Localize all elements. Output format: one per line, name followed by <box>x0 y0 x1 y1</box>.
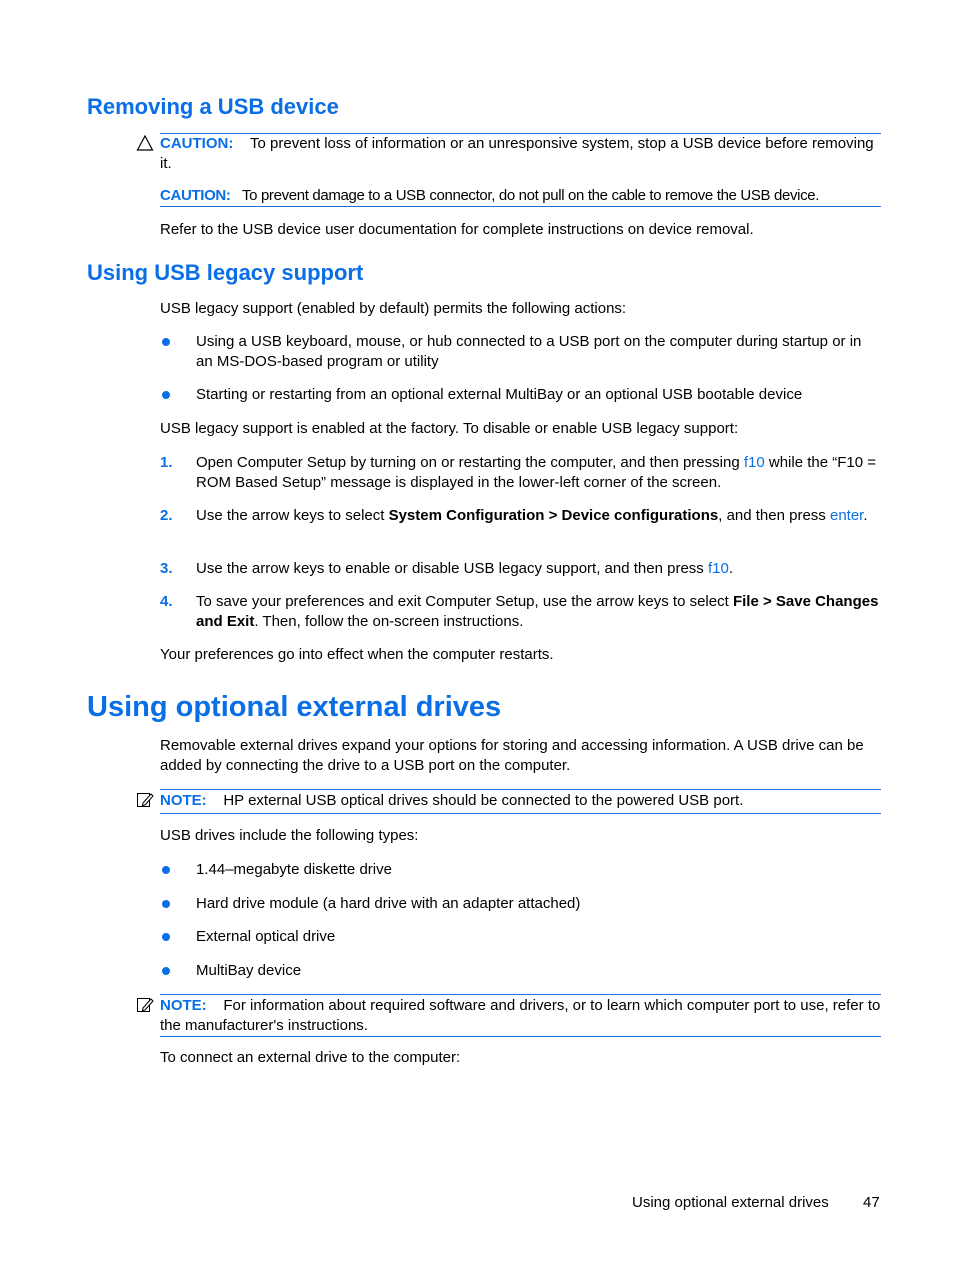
bullet-icon <box>162 933 170 941</box>
step-text-part: while the “F10 = ROM Based Setup” message is displayed in the lower-left corner of the screen. <box>196 454 876 491</box>
step-number: 1. <box>160 454 173 471</box>
menu-path: System Configuration > Device configurations <box>388 507 719 524</box>
caution-box-1 <box>160 133 881 173</box>
bullet-icon <box>162 967 170 975</box>
note-text: HP external USB optical drives should be connected to the powered USB port. <box>223 792 744 809</box>
step-text <box>196 592 882 631</box>
caution-label: CAUTION: <box>160 135 234 152</box>
step-number: 2. <box>160 507 173 524</box>
note-text: For information about required software and drivers, or to learn which computer port to use, refer to the manufacturer's instructions. <box>160 997 881 1034</box>
key-f10: f10 <box>707 560 729 577</box>
paragraph-external-intro: Removable external drives expand your options for storing and accessing information. A USB drive can be added by connecting the drive to a USB port on the computer. <box>160 737 864 774</box>
note-label: NOTE: <box>160 997 207 1014</box>
footer-title: Using optional external drives <box>632 1194 829 1211</box>
paragraph-legacy-intro: USB legacy support (enabled by default) permits the following actions: <box>160 300 627 317</box>
paragraph-effect: Your preferences go into effect when the computer restarts. <box>160 646 554 663</box>
note-pencil-icon <box>136 996 154 1014</box>
list-item: Starting or restarting from an optional external MultiBay or an optional USB bootable device <box>196 386 803 403</box>
step-text-part: Use the arrow keys to select <box>196 507 389 524</box>
bullet-icon <box>162 338 170 346</box>
note-box-1 <box>160 789 881 814</box>
step-text-part: Use the arrow keys to enable or disable USB legacy support, and then press <box>196 560 708 577</box>
step-text-part: , and then press <box>718 507 830 524</box>
list-item: Using a USB keyboard, mouse, or hub connected to a USB port on the computer during startup or in an MS-DOS-based program or utility <box>196 333 862 370</box>
key-enter: enter <box>829 507 864 524</box>
bullet-icon <box>162 391 170 399</box>
chapter-title-external: Using optional external drives <box>87 691 502 723</box>
list-item: 1.44–megabyte diskette drive <box>196 861 392 878</box>
list-item: External optical drive <box>196 928 336 945</box>
step-text-part: . <box>728 560 733 577</box>
bullet-icon <box>162 900 170 908</box>
bullet-icon <box>162 866 170 874</box>
step-text <box>196 506 882 526</box>
page-number: 47 <box>863 1194 880 1211</box>
note-pencil-icon <box>136 791 154 809</box>
caution-text: To prevent damage to a USB connector, do not pull on the cable to remove the USB device. <box>241 187 820 204</box>
step-text-part: Open Computer Setup by turning on or restarting the computer, and then pressing <box>196 454 744 471</box>
list-item: MultiBay device <box>196 962 302 979</box>
note-box-2 <box>160 994 881 1037</box>
paragraph-legacy-enabled: USB legacy support is enabled at the factory. To disable or enable USB legacy support: <box>160 420 739 437</box>
paragraph-connect: To connect an external drive to the computer: <box>160 1049 461 1066</box>
step-text-part: . <box>863 507 868 524</box>
paragraph-types-intro: USB drives include the following types: <box>160 827 419 844</box>
step-number: 3. <box>160 560 173 577</box>
caution-triangle-icon <box>136 134 154 152</box>
menu-path: File > Save Changes and Exit <box>196 593 879 630</box>
step-text <box>196 453 882 492</box>
caution-label: CAUTION: <box>160 187 231 204</box>
caution-box-2 <box>160 186 881 207</box>
paragraph-refer: Refer to the USB device user documentation for complete instructions on device removal. <box>160 221 754 238</box>
key-f10: f10 <box>743 454 765 471</box>
step-text-part: To save your preferences and exit Computer Setup, use the arrow keys to select <box>196 593 733 610</box>
section-title-removing: Removing a USB device <box>87 94 339 119</box>
list-item: Hard drive module (a hard drive with an adapter attached) <box>196 895 581 912</box>
step-text-part: . Then, follow the on-screen instructions. <box>254 612 524 630</box>
section-title-legacy: Using USB legacy support <box>87 260 364 285</box>
note-label: NOTE: <box>160 792 207 809</box>
caution-text: To prevent loss of information or an unresponsive system, stop a USB device before removing it. <box>160 135 874 172</box>
step-text <box>196 559 882 579</box>
step-number: 4. <box>160 593 173 610</box>
